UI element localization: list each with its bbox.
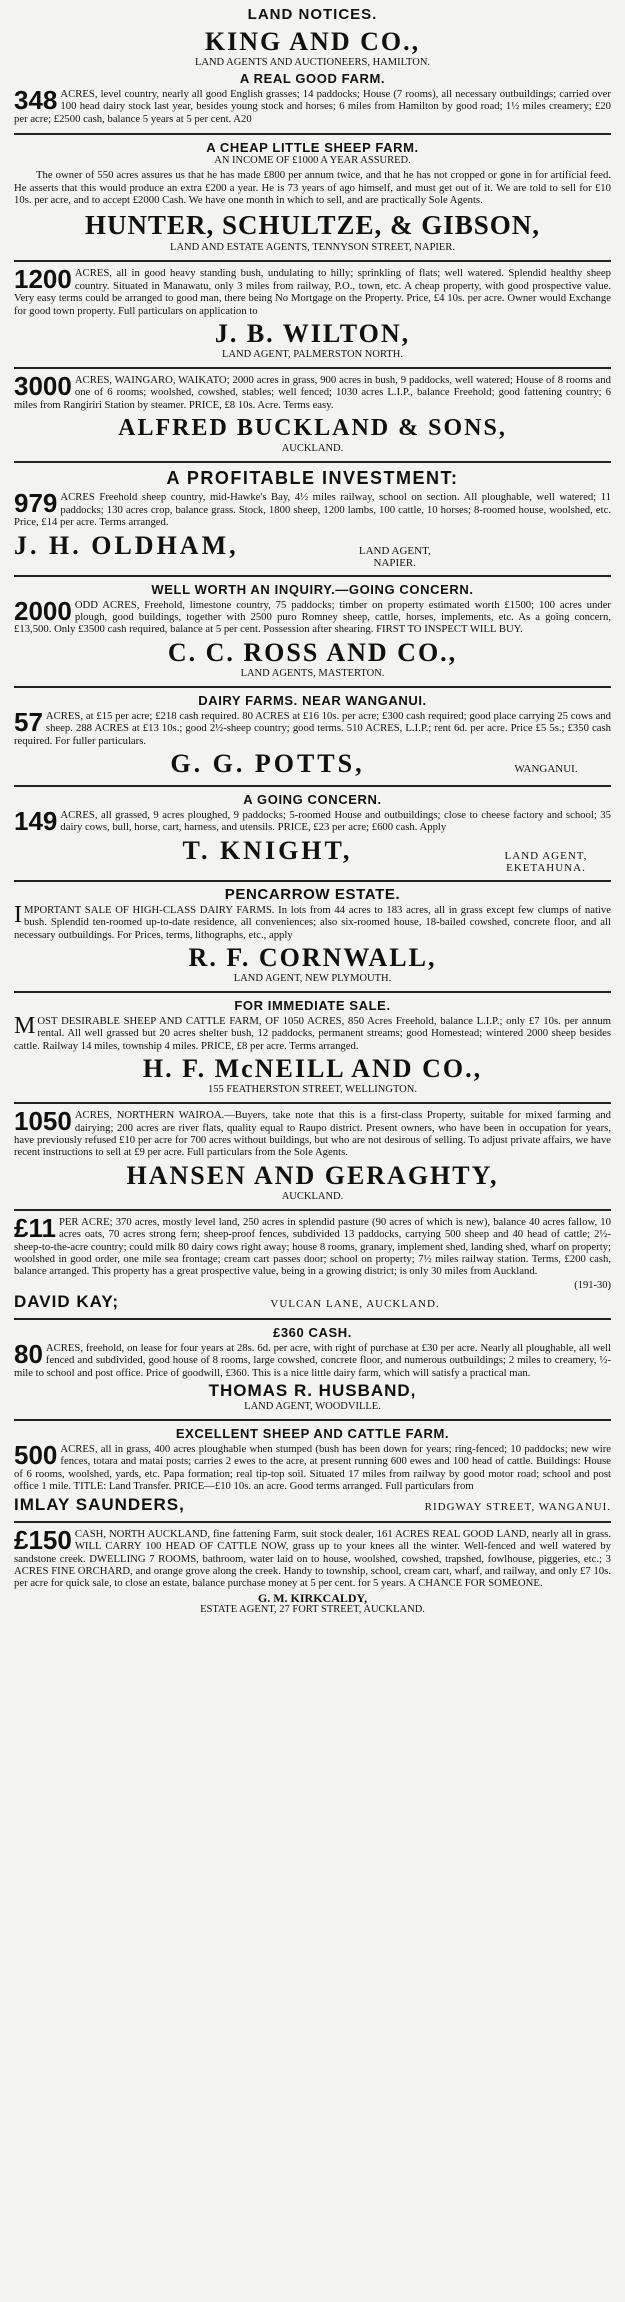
notice-imlay-saunders <box>14 1426 611 1515</box>
divider <box>14 880 611 882</box>
agent-name: HANSEN AND GERAGHTY, <box>126 1160 499 1190</box>
acreage-number: 3000 <box>14 371 72 402</box>
agent-name: THOMAS R. HUSBAND, <box>208 1381 417 1401</box>
notice-t-knight <box>14 792 611 874</box>
notice-david-kay <box>14 1212 611 1312</box>
notice-body: 2000 ODD ACRES, Freehold, limestone country, 75 paddocks; timber on property estimated worth £1500; 100 acres under plough, good buildings, together with 2500 puro Romney sheep, cattle, horses, implements, etc. As a going concern, £13,500. Only £3500 cash required, balance at 5 per cent. Possession after shearing. FIRST TO INSPECT WILL BUY. <box>14 595 611 636</box>
agent-name: DAVID KAY; <box>14 1291 120 1311</box>
divider <box>14 1209 611 1211</box>
notice-body: 500 ACRES, all in grass, 400 acres ploughable when stumped (bush has been down for years; ring-fenced; 10 paddocks; new wire fences, totara and matai posts; carries 2 ewes to the acre, at present running 600 ewes and 100 head of cattle. Buildings: House of 6 rooms, woolshed, yards, etc. Papa formation; real tip-top soil. Situated 17 miles from railway by good motor road; school and post office 1 mile. TITLE: Land Transfer. PRICE—£10 10s. an acre. Good terms arranged. Full particulars from <box>14 1440 611 1493</box>
divider <box>14 367 611 369</box>
agent-address: LAND AGENT, EKETAHUNA. <box>504 849 588 874</box>
notice-body: 57 ACRES, at £15 per acre; £218 cash required. 80 ACRES at £16 10s. per acre; £300 cash required; good place carrying 25 cows and sheep. 288 ACRES at £13 10s.; good 2½-sheep country; good terms. 510 ACRES, L.I.P.; rent 6d. per acre. Price £5 5s.; £350 cash required. For fuller particulars. <box>14 706 611 747</box>
notice-body: 3000 ACRES, WAINGARO, WAIKATO; 2000 acres in grass, 900 acres in bush, 9 paddocks, well watered; House of 8 rooms and one of 6 rooms; woolshed, cowshed, stables; well fenced; 1030 acres L.I.P., balance Freehold; good fattening country; 6 miles from Rangiriri Station by steamer. PRICE, £8 10s. Acre. Terms easy. <box>14 371 611 411</box>
notice-body: IMPORTANT SALE OF HIGH-CLASS DAIRY FARMS. In lots from 44 acres to 183 acres, all in grass except few clumps of native bush. Splendid ten-roomed up-to-date residence, all conveniences; also six-roomed house, 18-bailed cowshed, concrete floor, and all necessary outbuildings. For Prices, terms, lithographs, etc., apply <box>14 901 611 941</box>
notice-heading: A GOING CONCERN. <box>243 791 382 807</box>
divider <box>14 1419 611 1421</box>
notice-jb-wilton <box>14 264 611 361</box>
notice-body: 1050 ACRES, NORTHERN WAIROA.—Buyers, take note that this is a first-class Property, suitable for mixed farming and dairying; 200 acres are river flats, quality equal to Raupo district. Present owners, who have been in occupation for years, have previously refused £10 per acre for 700 acres without buildings, but who are not desirous of selling. To adjust private affairs, we have recent instructions to sell at £9 per acre. Full particulars from the Sole Agents. <box>14 1106 611 1159</box>
notice-hf-mcneill <box>14 998 611 1096</box>
agent-address: VULCAN LANE, AUCKLAND. <box>270 1297 440 1310</box>
notice-heading: A PROFITABLE INVESTMENT: <box>166 468 459 489</box>
agent-name: T. KNIGHT, <box>182 835 353 865</box>
notice-thomas-husband <box>14 1325 611 1413</box>
notice-body: 1200 ACRES, all in good heavy standing bush, undulating to hilly; sprinkling of flats; well watered. Splendid healthy sheep country. Situated in Manawatu, only 3 miles from railway, P.O., town, etc. A cheap property, with good prospective value. Very easy terms could be arranged to good man, there being No Mortgage on the Property. Price, £4 10s. per acre. Owner would Exchange for good town property. Full particulars on application to <box>14 264 611 317</box>
notice-heading: A CHEAP LITTLE SHEEP FARM. <box>206 140 419 156</box>
notice-body: The owner of 550 acres assures us that he has made £800 per annum twice, and that he has not cropped or gone in for artificial feed. He asserts that this would produce an extra £200 a year. He is 73 years of ago himself, and must get out of it. We are told to sell for £10 10s. per acre, and to accept £2000 Cash. We have one month in which to sell, and are practically Sole Agents. <box>14 169 611 207</box>
divider <box>14 1318 611 1320</box>
agent-line <box>14 531 611 569</box>
acreage-number: 57 <box>14 706 43 737</box>
notice-body: 149 ACRES, all grassed, 9 acres ploughed, 9 paddocks; 5-roomed House and outbuildings; close to cheese factory and school; 35 dairy cows, bull, horse, cart, harness, and utensils. PRICE, £23 per acre; £600 cash. Apply <box>14 805 611 836</box>
notice-alfred-buckland <box>14 371 611 455</box>
agent-name: H. F. McNEILL AND CO., <box>142 1054 483 1084</box>
agent-name: G. G. POTTS, <box>170 748 365 778</box>
agent-address: ESTATE AGENT, 27 FORT STREET, AUCKLAND. <box>200 1603 425 1615</box>
agent-name: J. B. WILTON, <box>214 319 411 349</box>
agent-line <box>14 836 611 874</box>
divider <box>14 1521 611 1523</box>
divider <box>14 785 611 787</box>
acreage-number: 348 <box>14 85 58 115</box>
divider <box>14 991 611 993</box>
notice-heading: £360 CASH. <box>273 1324 352 1340</box>
agent-address: AUCKLAND. <box>281 1190 344 1202</box>
agent-address: LAND AND ESTATE AGENTS, TENNYSON STREET, NAPIER. <box>170 242 455 254</box>
notice-heading: FOR IMMEDIATE SALE. <box>234 997 391 1013</box>
divider <box>14 575 611 577</box>
acreage-number: 500 <box>14 1440 58 1471</box>
agent-name: R. F. CORNWALL, <box>188 942 437 972</box>
notice-body: MOST DESIRABLE SHEEP AND CATTLE FARM, OF 1050 ACRES, 850 Acres Freehold, balance L.I.P.; only £7 10s. per annum rental. All well grassed but 20 acres shelter bush, 12 paddocks, permanent streams; good Homestead; wintered 2000 sheep besides cattle. Railway 14 miles, township 4 miles. PRICE, £8 per acre. Terms arranged. <box>14 1012 611 1052</box>
agent-name: HUNTER, SCHULTZE, & GIBSON, <box>84 210 541 241</box>
notice-cc-ross <box>14 582 611 680</box>
notice-hunter-schultze-gibson <box>14 140 611 254</box>
notice-jh-oldham <box>14 468 611 568</box>
divider <box>14 133 611 135</box>
acreage-number: 979 <box>14 488 58 519</box>
notice-body: £11 PER ACRE; 370 acres, mostly level land, 250 acres in splendid pasture (90 acres of which is new), balance 40 acres fallow, 10 acres oats, 70 acres strong fern; sheep-proof fences, subdivided 13 paddocks, carrying 500 sheep and 40 head of cattle; 2½-sheep-to-the-acre country; could milk 80 dairy cows right away; house 8 rooms, granary, implement shed, landing shed, wharf on property; woolshed in good order, one mile sea frontage; cream cart passes door; school on property; 7½ miles railway station. Terms, £200 cash, balance arranged. This property has a great prospective value, being in a growing district; is only 30 miles from Auckland. <box>14 1212 611 1278</box>
page-title: LAND NOTICES. <box>247 6 378 23</box>
acreage-number: 2000 <box>14 595 72 626</box>
drop-cap: I <box>14 901 22 928</box>
agent-line <box>14 749 611 779</box>
notice-gg-potts <box>14 693 611 779</box>
reference-code: (191-30) <box>574 1279 611 1291</box>
acreage-number: 1200 <box>14 264 72 295</box>
agent-address: LAND AGENTS AND AUCTIONEERS, HAMILTON. <box>194 57 431 68</box>
notice-subheading: AN INCOME OF £1000 A YEAR ASSURED. <box>214 155 411 167</box>
agent-line <box>14 1292 611 1312</box>
acreage-number: 149 <box>14 805 58 836</box>
divider <box>14 260 611 262</box>
notice-body: £150 CASH, NORTH AUCKLAND, fine fattening Farm, suit stock dealer, 161 ACRES REAL GOOD LAND, nearly all in grass. WILL CARRY 100 HEAD OF CATTLE NOW, grass up to your knees all the winter. Well-fenced and well watered by sandstone creek. DWELLING 7 ROOMS, bathroom, water laid on to house, woolshed, cowshed, trapshed, fowlhouse, piggeries, etc.; 3 ACRES FINE ORCHARD, and orange grove along the creek. Handy to township, school, cream cart, wharf, and railway, and only £7 10s. per acre for quick sale, to close an estate, balance purchase money at 5 per cent. for 5 years. A CHANCE FOR SOMEONE. <box>14 1524 611 1590</box>
divider <box>14 1102 611 1104</box>
agent-address: 155 FEATHERSTON STREET, WELLINGTON. <box>208 1084 417 1096</box>
notice-rf-cornwall <box>14 887 611 985</box>
agent-address: LAND AGENTS, MASTERTON. <box>240 667 385 679</box>
agent-address: LAND AGENT, NAPIER. <box>358 544 431 569</box>
agent-line <box>14 1495 611 1515</box>
notice-heading: DAIRY FARMS. NEAR WANGANUI. <box>198 692 427 708</box>
drop-cap: M <box>14 1012 36 1039</box>
notice-heading: A REAL GOOD FARM. <box>239 71 386 86</box>
agent-address: LAND AGENT, PALMERSTON NORTH. <box>222 349 403 361</box>
notice-king-and-co <box>14 27 611 127</box>
agent-name: IMLAY SAUNDERS, <box>14 1494 185 1514</box>
agent-name: G. M. KIRKCALDY, <box>257 1590 368 1605</box>
price-number: £11 <box>14 1212 56 1243</box>
notice-heading: EXCELLENT SHEEP AND CATTLE FARM. <box>175 1426 450 1442</box>
agent-name: J. H. OLDHAM, <box>14 530 239 560</box>
agent-address: LAND AGENT, WOODVILLE. <box>244 1401 381 1413</box>
notice-heading: WELL WORTH AN INQUIRY.—GOING CONCERN. <box>151 581 474 597</box>
notice-body: 979 ACRES Freehold sheep country, mid-Hawke's Bay, 4½ miles railway, school on section. All ploughable, well watered; 11 paddocks; 130 acres crop, balance grass. Stock, 1800 sheep, 1200 lambs, 100 cattle, 10 horses; 8-roomed house, woolshed, etc. Price, £14 per acre. Terms arranged. <box>14 488 611 529</box>
acreage-number: 80 <box>14 1338 43 1369</box>
notice-heading: PENCARROW ESTATE. <box>224 885 401 903</box>
agent-address: RIDGWAY STREET, WANGANUI. <box>424 1500 611 1513</box>
notice-body: 348 ACRES, level country, nearly all good English grasses; 14 paddocks; House (7 rooms), all necessary outbuildings; carried over 100 head dairy stock last year, besides young stock and horses; 6 miles from Hamilton by good road; 1½ miles creamery; £20 per acre; £2500 cash, balance 5 years at 5 per cent. A20 <box>14 85 611 125</box>
notice-gm-kirkcaldy <box>14 1524 611 1616</box>
notice-body: 80 ACRES, freehold, on lease for four years at 28s. 6d. per acre, with right of purchase at £30 per acre. Nearly all ploughable, all well fenced and subdivided, good house of 8 rooms, large cowshed, concrete floor, and numerous outbuildings; 2 miles to creamery, ½-mile to school and post office. Price of goodwill, £360. This is a nice little dairy farm, which will satisfy a practical man. <box>14 1338 611 1379</box>
notice-hansen-geraghty <box>14 1106 611 1203</box>
agent-name: KING AND CO., <box>204 27 421 56</box>
acreage-number: 1050 <box>14 1106 72 1137</box>
agent-address: WANGANUI. <box>514 762 578 775</box>
divider <box>14 461 611 463</box>
price-number: £150 <box>14 1524 72 1555</box>
agent-address: LAND AGENT, NEW PLYMOUTH. <box>233 972 392 984</box>
agent-name: C. C. ROSS AND CO., <box>167 637 458 667</box>
agent-name: ALFRED BUCKLAND & SONS, <box>118 415 507 442</box>
agent-address: AUCKLAND. <box>281 443 344 455</box>
divider <box>14 686 611 688</box>
